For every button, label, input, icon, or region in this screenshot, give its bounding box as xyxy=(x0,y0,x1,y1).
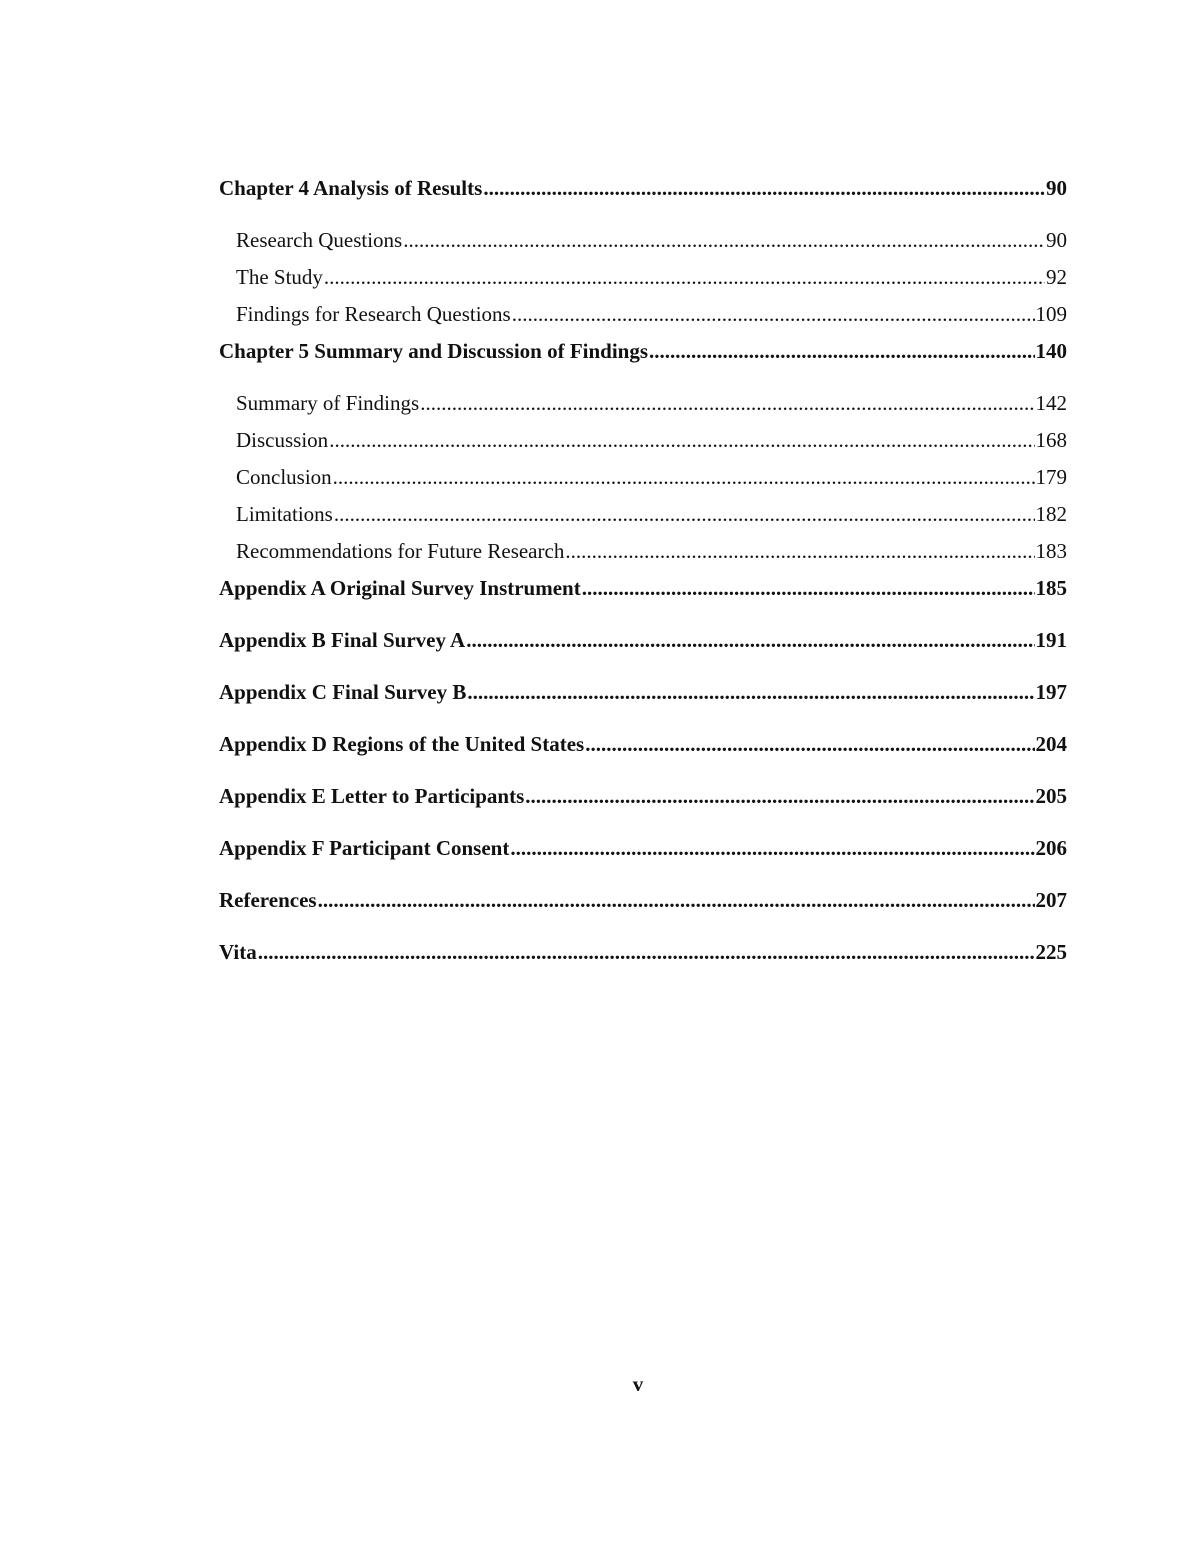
toc-entry-title: The Study xyxy=(236,265,323,289)
dot-leader xyxy=(565,533,1034,570)
dot-leader xyxy=(525,778,1034,815)
dot-leader xyxy=(324,259,1045,296)
dot-leader xyxy=(649,333,1034,370)
toc-entry-title: Limitations xyxy=(236,502,333,526)
toc-entry-page: 168 xyxy=(1035,428,1067,452)
dot-leader xyxy=(483,170,1045,207)
dot-leader xyxy=(467,674,1034,711)
toc-entry-title: Appendix C Final Survey B xyxy=(219,680,467,704)
toc-entry-page: 92 xyxy=(1046,265,1067,289)
toc-entry-page: 225 xyxy=(1035,940,1067,964)
toc-entry-page: 204 xyxy=(1035,732,1067,756)
toc-entry-page: 183 xyxy=(1035,539,1067,563)
toc-entry-page: 197 xyxy=(1035,680,1067,704)
table-of-contents xyxy=(219,170,1067,971)
toc-entry-title: References xyxy=(219,888,317,912)
toc-entry-appendix-b[interactable] xyxy=(219,622,1067,659)
toc-entry-discussion[interactable] xyxy=(219,422,1067,459)
dot-leader xyxy=(318,882,1035,919)
toc-entry-title: Recommendations for Future Research xyxy=(236,539,565,563)
toc-entry-title: Vita xyxy=(219,940,257,964)
dot-leader xyxy=(582,570,1035,607)
toc-entry-conclusion[interactable] xyxy=(219,459,1067,496)
toc-entry-title: Chapter 4 Analysis of Results xyxy=(219,176,483,200)
dot-leader xyxy=(334,496,1035,533)
toc-entry-title: Appendix F Participant Consent xyxy=(219,836,510,860)
toc-entry-page: 109 xyxy=(1035,302,1067,326)
dot-leader xyxy=(510,830,1034,867)
toc-entry-page: 90 xyxy=(1046,176,1067,200)
dot-leader xyxy=(403,222,1045,259)
toc-entry-title: Appendix B Final Survey A xyxy=(219,628,466,652)
dot-leader xyxy=(333,459,1035,496)
toc-entry-page: 142 xyxy=(1035,391,1067,415)
toc-entry-page: 191 xyxy=(1035,628,1067,652)
toc-entry-chapter-5[interactable] xyxy=(219,333,1067,370)
toc-entry-page: 206 xyxy=(1035,836,1067,860)
toc-entry-page: 207 xyxy=(1035,888,1067,912)
toc-entry-title: Appendix D Regions of the United States xyxy=(219,732,585,756)
toc-entry-title: Conclusion xyxy=(236,465,332,489)
toc-entry-references[interactable] xyxy=(219,882,1067,919)
toc-entry-title: Findings for Research Questions xyxy=(236,302,511,326)
toc-entry-page: 182 xyxy=(1035,502,1067,526)
toc-entry-recommendations[interactable] xyxy=(219,533,1067,570)
toc-entry-page: 140 xyxy=(1035,339,1067,363)
toc-entry-chapter-4[interactable] xyxy=(219,170,1067,207)
toc-entry-the-study[interactable] xyxy=(219,259,1067,296)
toc-entry-title: Research Questions xyxy=(236,228,403,252)
toc-entry-appendix-f[interactable] xyxy=(219,830,1067,867)
page-number: v xyxy=(632,1372,644,1396)
toc-entry-research-questions[interactable] xyxy=(219,222,1067,259)
toc-entry-appendix-c[interactable] xyxy=(219,674,1067,711)
toc-entry-findings-for-research-questions[interactable] xyxy=(219,296,1067,333)
dot-leader xyxy=(512,296,1035,333)
dot-leader xyxy=(329,422,1034,459)
toc-entry-summary-of-findings[interactable] xyxy=(219,385,1067,422)
toc-entry-appendix-d[interactable] xyxy=(219,726,1067,763)
toc-entry-title: Chapter 5 Summary and Discussion of Findings xyxy=(219,339,649,363)
toc-entry-title: Summary of Findings xyxy=(236,391,420,415)
toc-entry-page: 179 xyxy=(1035,465,1067,489)
toc-entry-page: 90 xyxy=(1046,228,1067,252)
dot-leader xyxy=(420,385,1034,422)
toc-entry-page: 185 xyxy=(1035,576,1067,600)
toc-entry-appendix-e[interactable] xyxy=(219,778,1067,815)
toc-entry-appendix-a[interactable] xyxy=(219,570,1067,607)
toc-entry-title: Appendix E Letter to Participants xyxy=(219,784,525,808)
toc-entry-page: 205 xyxy=(1035,784,1067,808)
toc-entry-vita[interactable] xyxy=(219,934,1067,971)
toc-entry-limitations[interactable] xyxy=(219,496,1067,533)
toc-entry-title: Discussion xyxy=(236,428,329,452)
dot-leader xyxy=(585,726,1034,763)
toc-entry-title: Appendix A Original Survey Instrument xyxy=(219,576,581,600)
dot-leader xyxy=(258,934,1035,971)
dot-leader xyxy=(466,622,1034,659)
